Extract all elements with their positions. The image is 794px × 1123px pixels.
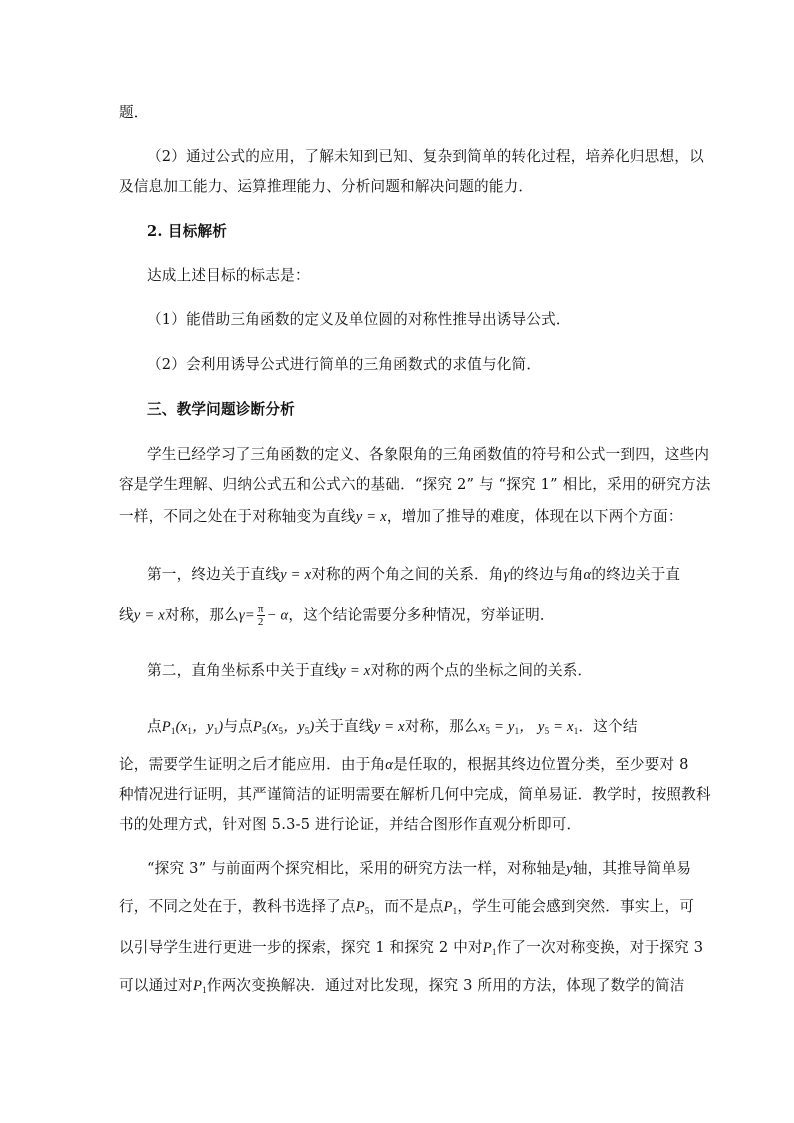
text: 对称的两个角之间的关系．角 <box>311 566 504 583</box>
section-heading-diagnosis <box>147 400 295 420</box>
math: y = x <box>373 719 405 735</box>
text: 第二，直角坐标系中关于直线 <box>147 662 340 679</box>
text: （2）会利用诱导公式进行简单的三角函数式的求值与化简． <box>147 356 542 373</box>
math-symbol: P <box>192 978 203 994</box>
list-item <box>147 310 571 330</box>
paragraph-line <box>119 785 711 805</box>
math-symbol: P <box>252 719 263 735</box>
paragraph-line <box>147 859 691 879</box>
math <box>253 719 315 735</box>
subscript: 5 <box>262 726 267 736</box>
text: 一样，不同之处在于对称轴变为直线 <box>119 508 356 525</box>
section-heading-goal-analysis <box>147 222 227 242</box>
math: y = x <box>355 509 387 525</box>
math: γ <box>503 567 510 583</box>
text: ，增加了推导的难度，体现在以下两个方面： <box>386 508 683 525</box>
subscript: 1 <box>491 947 497 957</box>
text: 关于直线 <box>314 718 374 735</box>
subscript: 1 <box>573 726 579 736</box>
paragraph-line <box>119 103 149 123</box>
subscript: 1 <box>170 726 176 736</box>
subscript: 5 <box>278 726 284 736</box>
paragraph-line <box>119 755 689 775</box>
paragraph-line <box>119 603 555 628</box>
math-symbol: ，y <box>283 719 305 735</box>
math-symbol: ) <box>309 719 315 735</box>
text: 及信息加工能力、运算推理能力、分析问题和解决问题的能力． <box>119 178 534 195</box>
subscript: 5 <box>364 906 370 916</box>
text: （1）能借助三角函数的定义及单位圆的对称性推导出诱导公式． <box>147 311 571 328</box>
math-symbol: = x <box>549 719 574 735</box>
math-symbol: P <box>355 899 365 915</box>
subscript: 5 <box>485 726 491 736</box>
math <box>193 978 207 994</box>
text: ，而不是点 <box>369 898 444 915</box>
text: 对称的两个点的坐标之间的关系． <box>370 662 593 679</box>
math: y = x <box>133 607 165 624</box>
math <box>479 719 579 735</box>
subscript: 1 <box>514 726 520 736</box>
text: 的终边与角 <box>509 566 584 583</box>
paragraph-line <box>147 717 638 741</box>
text: 行，不同之处在于，教科书选择了点 <box>119 898 356 915</box>
subscript: 1 <box>213 726 219 736</box>
math: γ= <box>238 607 255 624</box>
text: 第一，终边关于直线 <box>147 566 281 583</box>
math: y = x <box>280 567 312 583</box>
math <box>356 899 370 915</box>
text: 达成上述目标的标志是： <box>147 267 310 284</box>
math-symbol: P <box>482 940 492 956</box>
math-symbol: x <box>478 719 486 735</box>
text: 作了一次对称变换，对于探究 3 <box>496 939 704 956</box>
paragraph-line <box>147 565 680 585</box>
text: ，学生可能会感到突然．事实上，可 <box>457 898 695 915</box>
math: y <box>566 861 573 877</box>
subscript: 1 <box>202 985 207 995</box>
math: y = x <box>339 663 371 679</box>
paragraph-line <box>119 177 533 197</box>
math-symbol: ， y <box>519 719 545 735</box>
heading-text: 2. 目标解析 <box>147 223 228 240</box>
list-item <box>147 355 541 375</box>
subscript: 5 <box>304 726 310 736</box>
paragraph-line <box>119 897 694 921</box>
math-symbol: (x <box>266 719 279 735</box>
paragraph-line <box>119 976 685 1000</box>
text: 学生已经学习了三角函数的定义、各象限角的三角函数值的符号和公式一到四，这些内 <box>147 446 710 463</box>
paragraph-line <box>119 815 581 835</box>
text: ．这个结 <box>578 718 638 735</box>
text: 容是学生理解、归纳公式五和公式六的基础．“探究 2” 与 “探究 1” 相比，采用的研究方法 <box>119 476 711 493</box>
subscript: 1 <box>187 726 193 736</box>
math <box>444 899 458 915</box>
heading-text: 三、教学问题诊断分析 <box>147 401 295 418</box>
paragraph-line <box>147 266 310 286</box>
text: 线 <box>119 606 134 624</box>
math-symbol: P <box>161 719 171 735</box>
subscript: 5 <box>544 726 550 736</box>
paragraph-line <box>119 475 711 495</box>
paragraph-line <box>147 147 704 167</box>
math: α <box>583 567 592 583</box>
text: “探究 3” 与前面两个探究相比，采用的研究方法一样，对称轴是 <box>147 860 567 877</box>
fraction <box>257 603 265 628</box>
text: 书的处理方式，针对图 5.3-5 进行论证，并结合图形作直观分析即可． <box>119 816 582 833</box>
text: （2）通过公式的应用，了解未知到已知、复杂到简单的转化过程，培养化归思想，以 <box>147 148 704 165</box>
fraction-denominator: 2 <box>257 616 264 628</box>
math-symbol: P <box>443 899 453 915</box>
text: 对称，那么 <box>404 718 479 735</box>
text: 可以通过对 <box>119 977 193 994</box>
math: α <box>385 757 394 773</box>
paragraph-line <box>119 507 683 527</box>
text: 是任取的，根据其终边位置分类，至少要对 8 <box>393 756 689 773</box>
paragraph-line <box>147 661 592 681</box>
text: 以引导学生进行更进一步的探索，探究 1 和探究 2 中对 <box>119 939 483 956</box>
fraction-numerator: π <box>257 603 264 615</box>
text: 与点 <box>223 718 253 735</box>
math-symbol: ，y <box>192 719 214 735</box>
math-symbol: = y <box>490 719 515 735</box>
text: 轴，其推导简单易 <box>572 860 692 877</box>
math <box>483 940 497 956</box>
math <box>162 719 224 735</box>
text: 作两次变换解决．通过对比发现，探究 3 所用的方法，体现了数学的简洁 <box>206 977 685 994</box>
text: 对称，那么 <box>164 606 239 624</box>
paragraph-line <box>119 938 703 962</box>
text: ，这个结论需要分多种情况，穷举证明． <box>288 606 555 624</box>
text: 点 <box>147 718 162 735</box>
paragraph-line <box>147 445 709 465</box>
text: 种情况进行证明，其严谨简洁的证明需要在解析几何中完成，简单易证．教学时，按照教科 <box>119 786 711 803</box>
subscript: 1 <box>452 906 458 916</box>
math: − α <box>266 607 289 624</box>
math-symbol: ) <box>218 719 224 735</box>
text: 论，需要学生证明之后才能应用．由于角 <box>119 756 386 773</box>
text: 题． <box>119 104 149 121</box>
text: 的终边关于直 <box>591 566 681 583</box>
math-symbol: (x <box>175 719 188 735</box>
